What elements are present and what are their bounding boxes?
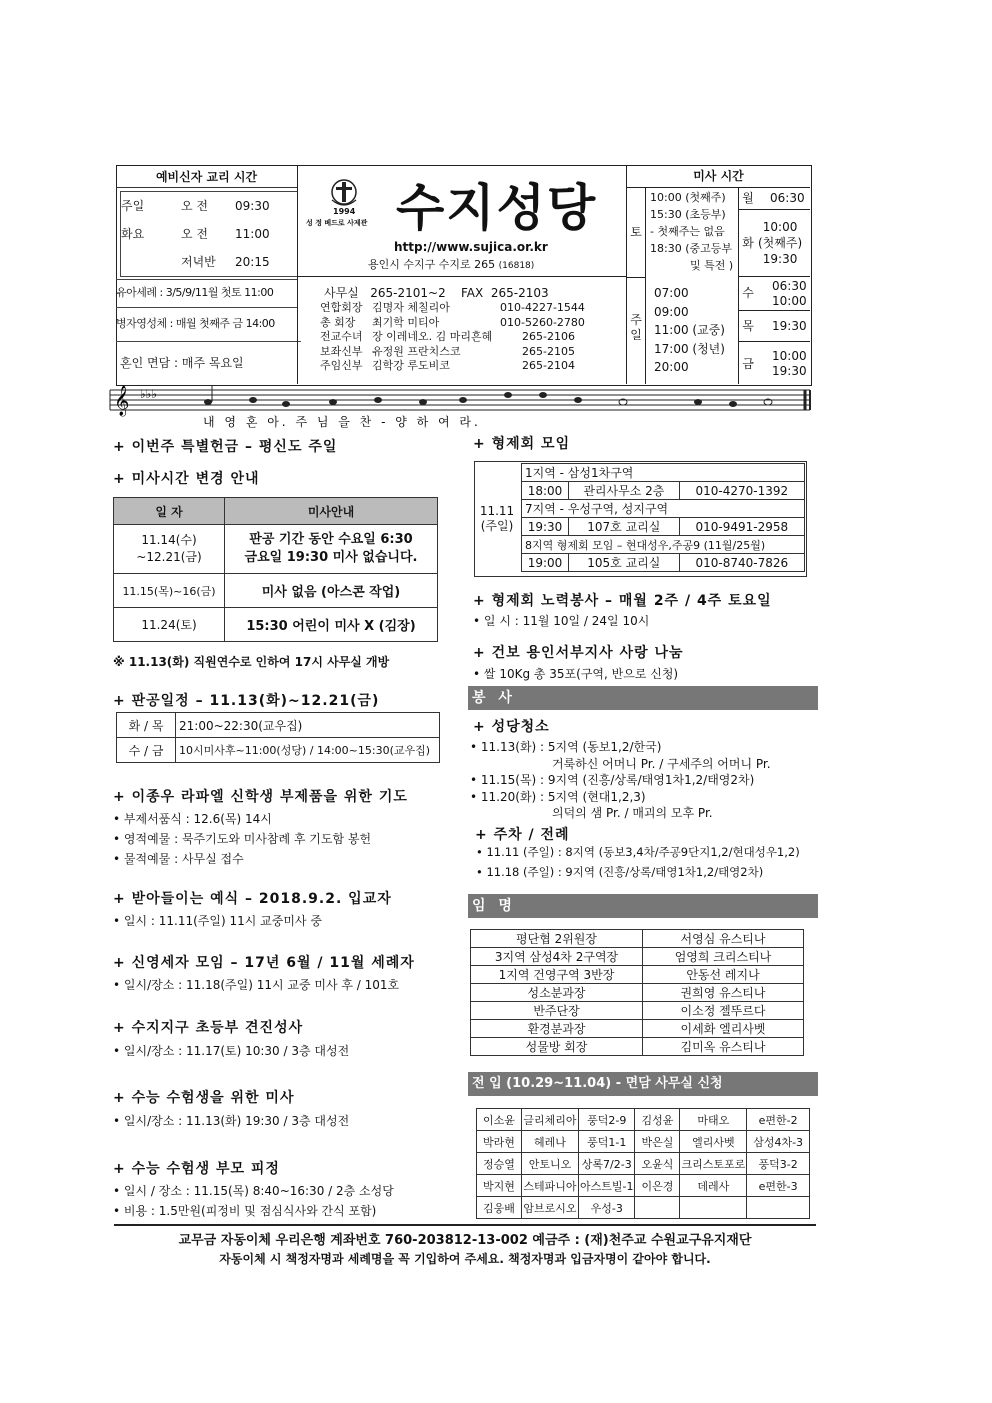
change-info: 판공 기간 동안 수요일 6:30	[249, 532, 413, 547]
catechism-ampm: 오 전	[181, 199, 208, 213]
appointment-name: 이세화 엘리사벳	[643, 1020, 804, 1038]
table-cell: 김성윤	[635, 1109, 680, 1131]
table-cell: 상록7/2-3	[579, 1153, 635, 1175]
transfers-table	[476, 1108, 810, 1219]
prayer-heading: + 이종우 라파엘 신학생 부제품을 위한 기도	[113, 789, 408, 805]
footer-note: 자동이체 시 책정자명과 세례명을 꼭 기입하여 주세요. 책정자명과 입금자명이 같아야 합니다.	[219, 1252, 711, 1266]
section-bar-transfers	[468, 1072, 818, 1096]
table-cell: 스테파니아	[522, 1175, 579, 1197]
weekday-time: 06:30	[770, 191, 805, 205]
table-cell: 크리스토포로	[680, 1153, 747, 1175]
weekday-time: 19:30	[772, 319, 807, 333]
appointment-role: 환경분과장	[471, 1020, 643, 1038]
table-cell	[680, 1197, 747, 1219]
appointment-name: 이소정 젤뚜르다	[643, 1002, 804, 1020]
music-staff	[108, 378, 812, 428]
catechism-day: 화요	[121, 227, 145, 241]
weekday-time: 10:00	[772, 294, 807, 308]
contact-row	[320, 316, 610, 331]
brothers-time: 19:30	[522, 518, 569, 536]
sun-time: 07:00	[654, 286, 689, 300]
confession-table	[116, 712, 440, 763]
list-item-sub: 거룩하신 어머니 Pr. / 구세주의 어머니 Pr.	[552, 756, 771, 771]
brothers-place: 관리사무소 2층	[569, 482, 680, 500]
sun-time: 11:00 (교중)	[654, 323, 725, 337]
list-item: • 일시 : 11.11(주일) 11시 교중미사 중	[113, 911, 322, 931]
contact-list	[320, 301, 610, 374]
list-item: • 11.15(목) : 9지역 (진흥/상록/태영1차1,2/태영2차)	[470, 772, 771, 789]
sat-time: 및 특전 )	[690, 259, 734, 272]
change-date: 11.15(목)~16(금)	[114, 574, 225, 608]
exam-mass-heading: + 수능 수험생을 위한 미사	[113, 1090, 295, 1106]
contact-name: 장 이레네오. 김 마리흔혜	[372, 330, 493, 343]
service-heading: + 형제회 노력봉사 – 매월 2주 / 4주 토요일	[473, 593, 772, 609]
contact-role: 전교수녀	[320, 330, 363, 343]
brothers-box	[474, 461, 807, 577]
brothers-area: 1지역 - 삼성1차구역	[522, 464, 805, 482]
table-header: 미사안내	[225, 498, 438, 525]
exam-mass-list	[113, 1111, 349, 1131]
parish-name: 수지성당	[396, 179, 598, 237]
list-item: • 11.13(화) : 5지역 (동보1,2/한국)	[470, 739, 771, 756]
sun-times	[654, 284, 725, 377]
sun-label-box	[627, 277, 646, 384]
appointment-name: 엄영희 크리스티나	[643, 948, 804, 966]
table-cell: 우성-3	[579, 1197, 635, 1219]
table-row	[477, 1109, 810, 1131]
table-cell: 풍덕3-2	[747, 1153, 810, 1175]
weekday-day: 월	[742, 191, 754, 205]
brothers-place: 105호 교리실	[569, 554, 680, 572]
table-row	[114, 574, 438, 608]
sun-label: 주일	[630, 313, 642, 342]
brothers-area: 8지역 형제회 모임 – 현대성우,주공9 (11월/25월)	[522, 536, 805, 554]
catechism-time: 20:15	[235, 255, 270, 269]
table-row	[471, 984, 804, 1002]
catechism-day: 주일	[121, 199, 145, 213]
appointments-table	[470, 929, 804, 1056]
catechism-time: 09:30	[235, 199, 270, 213]
table-row	[471, 1038, 804, 1056]
table-cell: 암브로시오	[522, 1197, 579, 1219]
list-item: • 쌀 10Kg 총 35포(구역, 반으로 신청)	[473, 664, 678, 684]
list-item: • 비용 : 1.5만원(피정비 및 점심식사와 간식 포함)	[113, 1201, 394, 1221]
weekday-time: 10:00	[772, 349, 807, 363]
retreat-heading: + 수능 수험생 부모 피정	[113, 1161, 280, 1177]
list-item-sub: 의덕의 샘 Pr. / 매괴의 모후 Pr.	[552, 806, 713, 820]
office-note: ※ 11.13(화) 직원연수로 인하여 17시 사무실 개방	[113, 655, 390, 669]
sat-label: 토	[627, 187, 646, 278]
confession-time: 21:00~22:30(교우집)	[176, 713, 440, 738]
section-bar-label: 전 입 (10.29~11.04) - 면담 사무실 신청	[472, 1076, 723, 1091]
section-bar-label: 봉 사	[472, 690, 516, 706]
weekday-day: 금	[742, 357, 754, 371]
contact-name: 유정원 프란치스코	[372, 344, 461, 358]
table-cell: 데레사	[680, 1175, 747, 1197]
appointment-role: 성물방 회장	[471, 1038, 643, 1056]
brothers-date	[479, 504, 515, 534]
service-list	[473, 611, 649, 631]
contact-role: 보좌신부	[320, 344, 363, 358]
weekday-time: 10:00	[762, 220, 798, 234]
catechism-title: 예비신자 교리 시간	[116, 165, 298, 188]
list-item: • 일시 / 장소 : 11.15(목) 8:40~16:30 / 2층 소성당	[113, 1181, 394, 1201]
footer-account: 교무금 자동이체 우리은행 계좌번호 760-203812-13-002 예금주 : (재)천주교 수원교구유지재단	[178, 1233, 752, 1248]
table-row	[522, 482, 805, 500]
catechism-times	[120, 191, 298, 277]
table-row	[117, 713, 440, 738]
contact-role: 연합회장	[320, 301, 363, 314]
catechism-time: 11:00	[235, 227, 270, 241]
change-info: 금요일 19:30 미사 없습니다.	[244, 550, 418, 565]
list-item: • 일 시 : 11월 10일 / 24일 10시	[473, 611, 649, 631]
contact-row	[320, 345, 610, 360]
table-row	[471, 930, 804, 948]
sun-time: 17:00 (청년)	[654, 341, 725, 356]
contact-name: 김명자 체칠리아	[372, 301, 450, 314]
cleaning-list	[470, 739, 771, 822]
table-cell: 오윤식	[635, 1153, 680, 1175]
sun-time: 20:00	[654, 360, 689, 374]
website-link[interactable]: http://www.sujica.or.kr	[394, 240, 548, 254]
office-phone: 265-2101~2	[370, 286, 446, 300]
sat-time: 10:00 (첫째주)	[650, 191, 726, 204]
table-row	[522, 554, 805, 572]
cleaning-heading: + 성당청소	[473, 719, 550, 735]
contact-name: 김학강 루도비코	[372, 359, 450, 372]
catechism-ampm: 저녁반	[181, 255, 216, 269]
welcome-heading: + 받아들이는 예식 – 2018.9.2. 입교자	[113, 891, 392, 907]
brothers-heading: + 형제회 모임	[473, 436, 571, 452]
table-row	[477, 1153, 810, 1175]
weekday-day: 화	[742, 236, 754, 250]
contact-name: 최기학 미티아	[372, 315, 440, 329]
section-bar-appointments	[468, 894, 818, 918]
brothers-phone: 010-8740-7826	[679, 554, 804, 572]
appointment-role: 3지역 삼성4차 2구역장	[471, 948, 643, 966]
treble-clef-icon: 𝄞	[114, 386, 130, 416]
table-cell: 안토니오	[522, 1153, 579, 1175]
table-cell: 마태오	[680, 1109, 747, 1131]
change-date: 11.14(수)	[141, 533, 197, 547]
neophyte-heading: + 신영세자 모임 – 17년 6월 / 11월 세례자	[113, 955, 415, 971]
appointment-role: 반주단장	[471, 1002, 643, 1020]
hymn-lyrics: 내 영 혼 아. 주 님 을 찬 - 양 하 여 라.	[203, 415, 481, 428]
change-date: 11.24(토)	[114, 608, 225, 642]
table-row	[471, 966, 804, 984]
logo-year: 1994	[333, 207, 356, 216]
table-cell: e편한-3	[747, 1175, 810, 1197]
neophyte-list	[113, 975, 399, 995]
sat-times	[650, 189, 733, 274]
brothers-phone: 010-4270-1392	[679, 482, 804, 500]
weekday-time: 19:30	[762, 252, 798, 266]
list-item: • 11.18 (주일) : 9지역 (진흥/상록/태영1차1,2/태영2차)	[476, 862, 800, 882]
confession-heading: + 판공일정 – 11.13(화)~12.21(금)	[113, 693, 380, 709]
retreat-list	[113, 1181, 394, 1221]
sat-time: 18:30 (중고등부	[650, 242, 732, 255]
kids-heading: + 수지지구 초등부 견진성사	[113, 1020, 304, 1036]
kids-list	[113, 1041, 349, 1061]
table-row	[477, 1197, 810, 1219]
brothers-time: 18:00	[522, 482, 569, 500]
table-cell: 박지현	[477, 1175, 522, 1197]
flat-signature-icon: ♭♭♭	[140, 387, 157, 401]
contact-role: 주임신부	[320, 359, 363, 372]
share-heading: + 건보 용인서부지사 사랑 나눔	[473, 645, 684, 661]
catechism-panel	[116, 165, 297, 384]
table-cell: 박라현	[477, 1131, 522, 1153]
weekday-time: 19:30	[772, 364, 807, 378]
change-info: 15:30 어린이 미사 X (김장)	[225, 608, 438, 642]
weekday-day: 목	[742, 319, 754, 333]
table-row	[114, 525, 438, 574]
office-label: 사무실	[324, 286, 359, 300]
table-cell: 글리체리아	[522, 1109, 579, 1131]
confession-day: 화 / 목	[117, 713, 176, 738]
list-item: • 영적예물 : 묵주기도와 미사참례 후 기도함 봉헌	[113, 829, 371, 849]
contact-row	[320, 301, 610, 316]
table-header: 일 자	[114, 498, 225, 525]
weekday-time: 06:30	[772, 279, 807, 293]
divider	[297, 276, 627, 277]
welcome-list	[113, 911, 322, 931]
list-item: • 물적예물 : 사무실 접수	[113, 849, 371, 869]
table-row	[117, 738, 440, 763]
brothers-phone: 010-9491-2958	[679, 518, 804, 536]
table-cell: 헤레나	[522, 1131, 579, 1153]
sat-time: 15:30 (초등부)	[650, 208, 726, 221]
table-cell: 풍덕1-1	[579, 1131, 635, 1153]
weekday-times	[738, 187, 810, 386]
table-row	[471, 948, 804, 966]
logo-caption: 성 정 베드로 사제관	[306, 219, 368, 227]
brothers-area: 7지역 - 우성구역, 성지구역	[522, 500, 805, 518]
sick-communion: 병자영성체 : 매월 첫째주 금 14:00	[116, 307, 297, 340]
contact-row	[320, 330, 610, 345]
special-offering-heading: + 이번주 특별헌금 – 평신도 주일	[113, 439, 338, 455]
change-date: ~12.21(금)	[136, 550, 202, 564]
parking-heading: + 주차 / 전례	[475, 827, 570, 843]
table-row	[114, 608, 438, 642]
table-cell: 이은경	[635, 1175, 680, 1197]
zip-code: (16818)	[498, 261, 535, 271]
brothers-time: 19:00	[522, 554, 569, 572]
table-cell: e편한-2	[747, 1109, 810, 1131]
infant-baptism: 유아세례 : 3/5/9/11월 첫토 11:00	[116, 279, 297, 306]
parking-list	[476, 842, 800, 882]
brothers-date-day: 11.11	[479, 504, 515, 518]
list-item: • 11.11 (주일) : 8지역 (동보3,4차/주공9단지1,2/현대성우1,2)	[476, 842, 800, 862]
prayer-list	[113, 809, 371, 869]
catechism-ampm: 오 전	[181, 227, 208, 241]
marriage-interview: 혼인 면담 : 매주 목요일	[116, 341, 301, 385]
confession-time: 10시미사후~11:00(성당) / 14:00~15:30(교우집)	[176, 738, 440, 763]
table-cell	[747, 1197, 810, 1219]
table-row	[477, 1131, 810, 1153]
contact-phone: 010-5260-2780	[500, 315, 585, 329]
address-text: 용인시 수지구 수지로 265	[368, 258, 496, 271]
table-row	[477, 1175, 810, 1197]
sat-time: - 첫째주는 없음	[650, 225, 725, 238]
confession-day: 수 / 금	[117, 738, 176, 763]
list-item: • 일시/장소 : 11.17(토) 10:30 / 3층 대성전	[113, 1041, 349, 1061]
appointment-name: 안동선 레지나	[643, 966, 804, 984]
table-row	[471, 1020, 804, 1038]
appointment-role: 1지역 건영구역 3반장	[471, 966, 643, 984]
contact-phone: 265-2104	[522, 359, 575, 372]
table-cell: 삼성4차-3	[747, 1131, 810, 1153]
list-item: • 일시/장소 : 11.18(주일) 11시 교중 미사 후 / 101호	[113, 975, 399, 995]
appointment-name: 서영심 유스티나	[643, 930, 804, 948]
brothers-date-weekday: (주일)	[480, 519, 514, 533]
list-item: • 11.20(화) : 5지역 (현대1,2,3)	[470, 789, 771, 806]
section-bar-bongsa	[468, 686, 818, 710]
weekday-time: (첫째주)	[758, 236, 803, 250]
fax-number: 265-2103	[490, 286, 549, 300]
section-bar-label: 임 명	[472, 898, 516, 914]
contact-role: 총 회장	[320, 315, 356, 329]
change-info: 미사 없음 (아스콘 작업)	[225, 574, 438, 608]
table-row	[471, 1002, 804, 1020]
table-cell	[635, 1197, 680, 1219]
fax-label: FAX	[460, 286, 484, 300]
list-item: • 부제서품식 : 12.6(목) 14시	[113, 809, 371, 829]
weekday-day: 수	[742, 286, 754, 300]
table-cell: 이소윤	[477, 1109, 522, 1131]
mass-change-heading: + 미사시간 변경 안내	[113, 471, 260, 487]
appointment-name: 권희영 유스티나	[643, 984, 804, 1002]
table-row	[522, 518, 805, 536]
appointment-name: 김미옥 유스티나	[643, 1038, 804, 1056]
contact-phone: 010-4227-1544	[500, 301, 585, 314]
office-line	[324, 284, 549, 301]
sun-time: 09:00	[654, 304, 689, 319]
share-list	[473, 664, 678, 684]
table-cell: 박은실	[635, 1131, 680, 1153]
brothers-table	[521, 463, 805, 572]
table-cell: 김웅배	[477, 1197, 522, 1219]
footer-rule	[114, 1224, 816, 1226]
appointment-role: 성소분과장	[471, 984, 643, 1002]
contact-phone: 265-2105	[522, 344, 575, 358]
mass-change-table	[113, 497, 438, 642]
table-cell: 아스트빌-1	[579, 1175, 635, 1197]
contact-phone: 265-2106	[522, 330, 575, 343]
table-cell: 풍덕2-9	[579, 1109, 635, 1131]
divider	[297, 165, 298, 384]
brothers-place: 107호 교리실	[569, 518, 680, 536]
appointment-role: 평단협 2위원장	[471, 930, 643, 948]
table-cell: 엘리사벳	[680, 1131, 747, 1153]
table-cell: 정승열	[477, 1153, 522, 1175]
contact-row	[320, 359, 610, 374]
list-item: • 일시/장소 : 11.13(화) 19:30 / 3층 대성전	[113, 1111, 349, 1131]
mass-time-title: 미사 시간	[627, 165, 810, 188]
address	[368, 256, 534, 272]
